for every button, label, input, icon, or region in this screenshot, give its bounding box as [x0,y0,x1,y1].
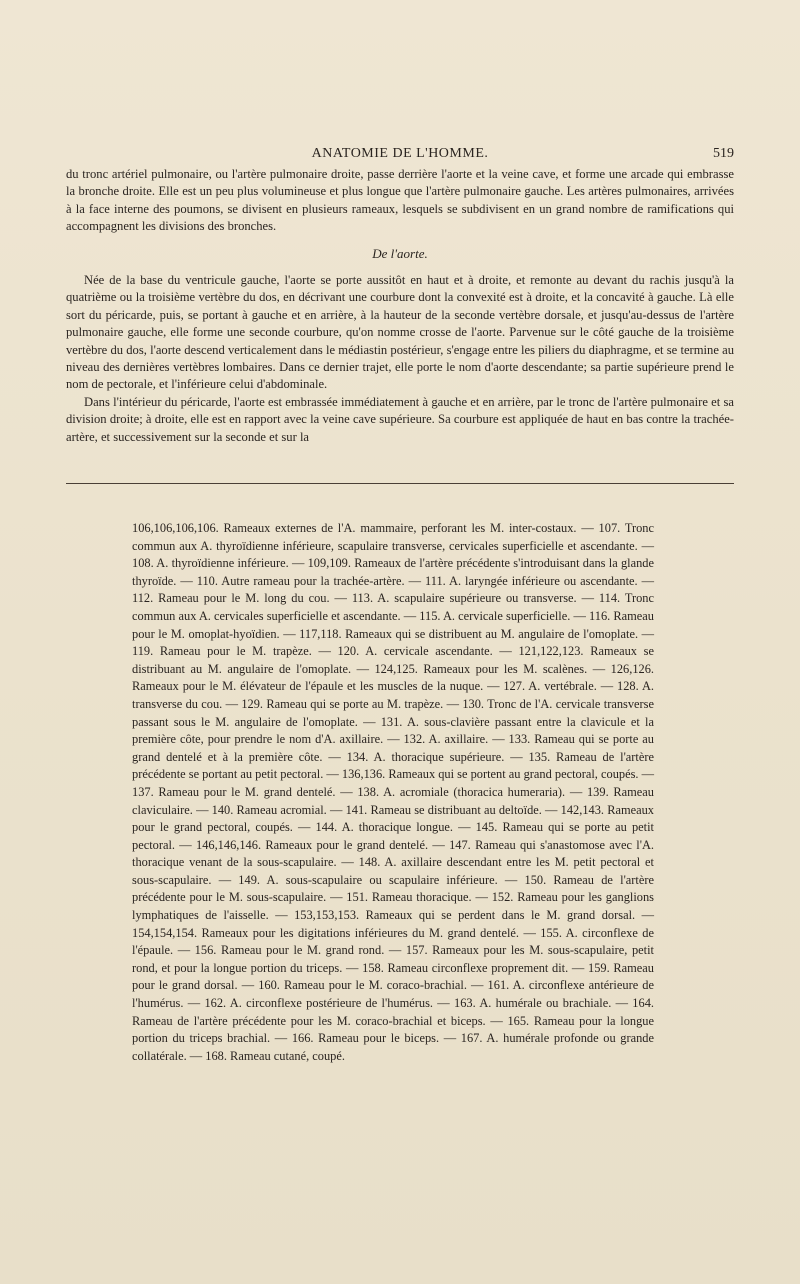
main-text [66,166,734,446]
page-header [66,146,734,166]
section-heading: De l'aorte. [372,245,428,261]
paragraph-aorta-course: Née de la base du ventricule gauche, l'aorte se porte aussitôt en haut et à droite, et remonte au devant du rachis jusqu'à la quatrième ou la troisième vertèbre du dos, en décrivant une courbure dont la convexité est à droite, et la concavité à gauche. Là elle sort du péricarde, puis, se portant à gauche et en arrière, à la hauteur de la seconde vertèbre dorsale, et jusqu'au-dessus de l'artère pulmonaire gauche, elle forme une seconde courbure, qu'on nomme crosse de l'aorte. Parvenue sur le côté gauche de la troisième vertèbre du dos, l'aorte descend verticalement dans le médiastin postérieur, s'engage entre les piliers du diaphragme, et se termine au niveau des dernières vertèbres lombaires. Dans ce dernier trajet, elle porte le nom d'aorte descendante; sa partie supérieure prend le nom de pectorale, et l'inférieure celui d'abdominale. [66,273,734,392]
plate-legend [132,520,654,1065]
paragraph-aorta-relations: Dans l'intérieur du péricarde, l'aorte est embrassée immédiatement à gauche et en arrière, par le tronc de l'artère pulmonaire et sa division droite; à droite, elle est en rapport avec la veine cave supérieure. Sa courbure est appliquée de haut en bas contre la trachée-artère, et successivement sur la seconde et sur la [66,394,734,444]
running-title: ANATOMIE DE L'HOMME. [311,146,489,161]
page-number: 519 [713,146,734,161]
separator-rule [66,483,734,484]
legend-text: 106,106,106,106. Rameaux externes de l'A. mammaire, perforant les M. inter-costaux. — 107. Tronc commun aux A. thyroïdienne inférieure, scapulaire transverse, cervicales superficielle et ascendante. — 108. A. thyroïdienne inférieure. — 109,109. Rameaux de l'artère précédente s'introduisant dans la glande thyroïde. — 110. Autre rameau pour la trachée-artère. — 111. A. laryngée inférieure ou ascendante. — 112. Rameau pour le M. long du cou. — 113. A. scapulaire supérieure ou transverse. — 114. Tronc commun aux A. cervicales superficielle et ascendante. — 115. A. cervicale superficielle. — 116. Rameau pour le M. omoplat-hyoïdien. — 117,118. Rameaux qui se distribuent au M. angulaire de l'omoplate. — 119. Rameau pour le M. trapèze. — 120. A. cervicale ascendante. — 121,122,123. Rameaux se distribuant au M. angulaire de l'omoplate. — 124,125. Rameaux pour les M. scalènes. — 126,126. Rameaux pour le M. élévateur de l'épaule et les muscles de la nuque. — 127. A. vertébrale. — 128. A. transverse du cou. — 129. Rameau qui se porte au M. trapèze. — 130. Tronc de l'A. cervicale transverse passant sous le M. angulaire de l'omoplate. — 131. A. sous-clavière passant entre la clavicule et la première côte, pour prendre le nom d'A. axillaire. — 132. A. axillaire. — 133. Rameau qui se porte au grand dentelé et à la première côte. — 134. A. thoracique supérieure. — 135. Rameau de l'artère précédente se portant au petit pectoral. — 136,136. Rameaux qui se portent au grand pectoral, coupés. — 137. Rameau pour le M. grand dentelé. — 138. A. acromiale (thoracica humeraria). — 139. Rameau claviculaire. — 140. Rameau acromial. — 141. Rameau se distribuant au deltoïde. — 142,143. Rameaux pour le grand pectoral, coupés. — 144. A. thoracique longue. — 145. Rameau qui se porte au petit pectoral. — 146,146,146. Rameaux pour le grand dentelé. — 147. Rameau qui s'anastomose avec l'A. thoracique venant de la sous-scapulaire. — 148. A. axillaire descendant entre les M. petit pectoral et sous-scapulaire. — 149. A. sous-scapulaire ou scapulaire inférieure. — 150. Rameau de l'artère précédente pour le M. sous-scapulaire. — 151. Rameau thoracique. — 152. Rameau pour les ganglions lymphatiques de l'aisselle. — 153,153,153. Rameaux qui se perdent dans le M. grand dorsal. — 154,154,154. Rameaux pour les digitations inférieures du M. grand dentelé. — 155. A. circonflexe de l'épaule. — 156. Rameau pour le M. grand rond. — 157. Rameaux pour les M. sous-scapulaire, petit rond, et pour la longue portion du triceps. — 158. Rameau circonflexe proprement dit. — 159. Rameau pour le grand dorsal. — 160. Rameau pour le M. coraco-brachial. — 161. A. circonflexe antérieure de l'humérus. — 162. A. circonflexe postérieure de l'humérus. — 163. A. humérale ou brachiale. — 164. Rameau de l'artère précédente pour les M. coraco-brachial et biceps. — 165. Rameau pour la longue portion du triceps brachial. — 166. Rameau pour le biceps. — 167. A. humérale profonde ou grande collatérale. — 168. Rameau cutané, coupé. [132,521,654,1063]
paragraph-pulmonary: du tronc artériel pulmonaire, ou l'artère pulmonaire droite, passe derrière l'aorte et la veine cave, et forme une arcade qui embrasse la bronche droite. Elle est un peu plus volumineuse et plus longue que l'artère pulmonaire gauche. Les artères pulmonaires, arrivées à la face interne des poumons, se divisent en plusieurs rameaux, lesquels se subdivisent en un grand nombre de ramifications qui accompagnent les divisions des bronches. [66,167,734,234]
